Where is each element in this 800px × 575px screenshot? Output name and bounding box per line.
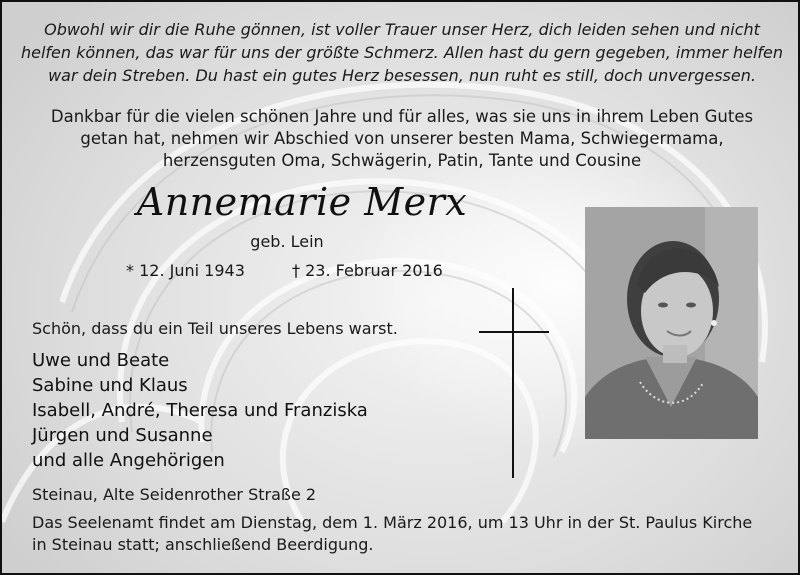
intro-line: Dankbar für die vielen schönen Jahre und für alles, was sie uns in ihrem Leben Gutes	[50, 107, 754, 126]
farewell-saying: Schön, dass du ein Teil unseres Lebens warst.	[32, 319, 398, 338]
intro-line: herzensguten Oma, Schwägerin, Patin, Tante und Cousine	[162, 151, 642, 170]
family-address: Steinau, Alte Seidenrother Straße 2	[32, 485, 317, 504]
service-line: Das Seelenamt findet am Dienstag, dem 1. März 2016, um 13 Uhr in der St. Paulus Kirche	[32, 513, 753, 532]
verse-line: helfen können, das war für uns der größte Schmerz. Allen hast du gern gegeben, immer helfen	[20, 43, 784, 62]
service-notice	[32, 512, 792, 556]
deceased-name: Annemarie Merx	[136, 180, 468, 224]
list-item: Isabell, André, Theresa und Franziska	[32, 400, 368, 421]
list-item: Sabine und Klaus	[32, 375, 188, 396]
intro-line: getan hat, nehmen wir Abschied von unserer besten Mama, Schwiegermama,	[80, 129, 724, 148]
mourners-list	[32, 348, 368, 473]
intro-text	[12, 106, 792, 172]
cross-horizontal-bar	[479, 331, 549, 333]
list-item: Uwe und Beate	[32, 350, 170, 371]
memorial-verse	[12, 18, 792, 87]
death-date: † 23. Februar 2016	[292, 261, 443, 280]
list-item: Jürgen und Susanne	[32, 425, 213, 446]
portrait-illustration	[585, 207, 758, 439]
birth-name: geb. Lein	[250, 232, 324, 251]
verse-line: Obwohl wir dir die Ruhe gönnen, ist voller Trauer unser Herz, dich leiden sehen und nicht	[44, 20, 760, 39]
birth-date: * 12. Juni 1943	[126, 261, 245, 280]
cross-vertical-bar	[512, 288, 514, 478]
service-line: in Steinau statt; anschließend Beerdigung.	[32, 535, 374, 554]
list-item: und alle Angehörigen	[32, 450, 225, 471]
verse-line: war dein Streben. Du hast ein gutes Herz besessen, nun ruht es still, doch unvergessen.	[48, 66, 756, 85]
portrait-photo	[585, 207, 758, 439]
